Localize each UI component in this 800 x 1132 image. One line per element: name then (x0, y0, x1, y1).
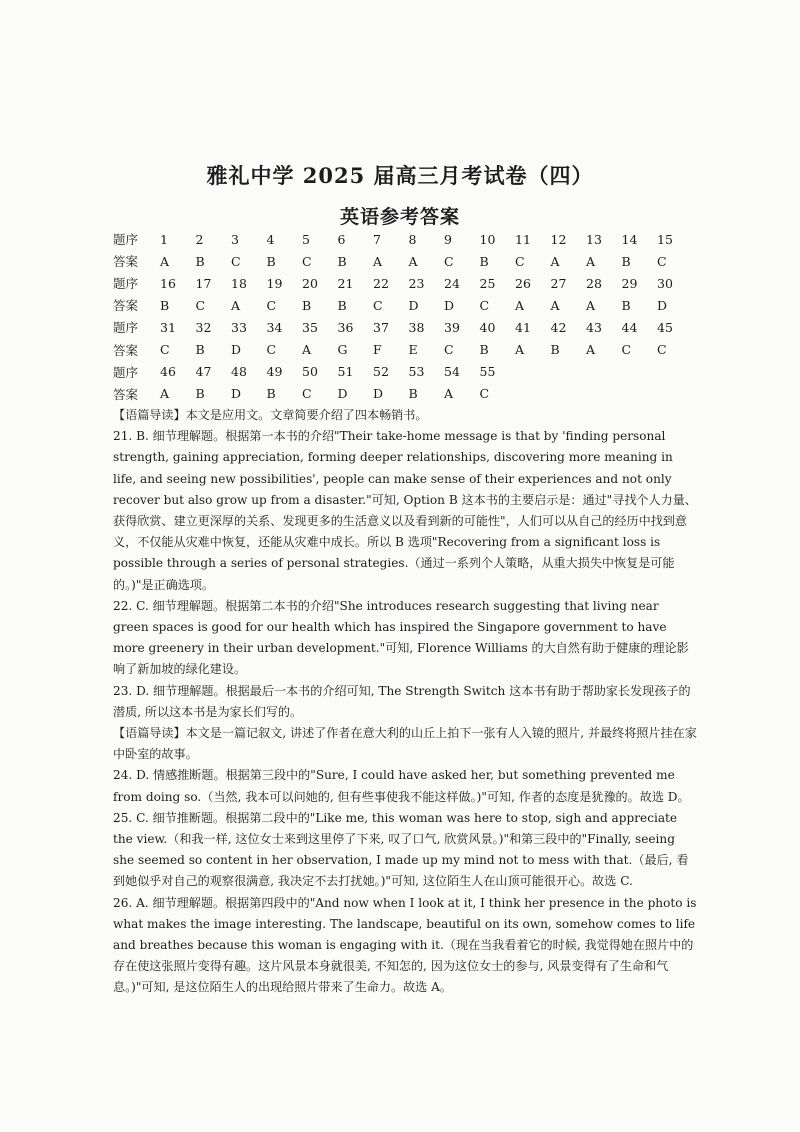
explanation-q22: 22. C. 细节理解题。根据第二本书的介绍"She introduces research suggesting that living near green spaces is good for our health which has inspired the Singapore government to have more greenery in their urban development."可知, Florence Williams 的大自然有助于健康的理论影响了新加坡的绿化建设。 (113, 598, 689, 677)
table-cell: 4 (266, 231, 275, 247)
table-cell: 49 (266, 364, 283, 380)
table-cell: A (231, 297, 241, 313)
table-cell: 24 (444, 275, 460, 291)
table-cell: C (621, 342, 632, 358)
table-cell (657, 383, 693, 405)
table-cell (586, 383, 622, 405)
page-title: 雅礼中学 2025 届高三月考试卷（四） (206, 163, 594, 188)
table-cell: F (373, 342, 382, 358)
table-cell: B (337, 297, 347, 313)
table-cell: C (231, 253, 241, 269)
table-cell: 48 (231, 364, 247, 380)
table-cell: 38 (408, 319, 425, 335)
explanations (113, 405, 697, 999)
table-cell: 46 (160, 364, 176, 380)
table-cell: 43 (586, 319, 602, 335)
explanation-q24: 24. D. 情感推断题。根据第三段中的"Sure, I could have asked her, but something prevented me from doing so.（当然, 我本可以问她的, 但有些事使我不能这样做。)"可知, 作者的态度是犹豫的。故选 D。 (113, 768, 690, 804)
table-cell: 31 (160, 319, 176, 335)
table-cell: D (373, 386, 384, 402)
answer-table-row (113, 316, 693, 338)
row-label: 题序 (113, 364, 139, 380)
explanation-q26: 26. A. 细节理解题。根据第四段中的"And now when I look at it, I think her presence in the photo is what makes the image interesting. The landscape, beautiful on its own, somehow comes to life and breathes because this woman is engaging with it.（现在当我看着它的时候, 我觉得她在照片中的存在使这张照片变得有趣。这片风景本身就很美, 不知怎的, 因为这位女士的参与, 风景变得有了生命和气息。)"可知, 是这位陌生人的出现给照片带来了生命力。故选 A。 (113, 895, 697, 995)
table-cell: 52 (373, 364, 389, 380)
table-cell: 2 (195, 231, 204, 247)
table-cell: C (657, 342, 667, 358)
table-cell: B (266, 253, 276, 269)
table-cell: D (231, 342, 242, 358)
table-cell: 28 (586, 275, 602, 291)
table-cell: C (373, 297, 383, 313)
table-cell: C (444, 342, 454, 358)
row-label: 答案 (113, 386, 139, 402)
table-cell: 44 (621, 319, 638, 335)
table-cell: A (373, 253, 383, 269)
answer-key-table (113, 228, 693, 405)
table-cell: 7 (373, 231, 381, 247)
row-label: 答案 (113, 254, 139, 270)
table-cell: A (160, 386, 170, 402)
table-cell: C (302, 253, 312, 269)
table-cell: 12 (550, 231, 567, 247)
table-cell: G (337, 342, 348, 358)
table-cell (551, 361, 587, 383)
table-cell: 22 (373, 275, 389, 291)
table-cell: A (586, 297, 596, 313)
table-cell: 5 (302, 231, 310, 247)
table-cell: A (160, 253, 170, 269)
answer-table-row (113, 383, 693, 405)
table-cell: 29 (621, 275, 638, 291)
table-cell: C (444, 253, 454, 269)
table-cell: 14 (621, 231, 638, 247)
table-cell: 21 (337, 275, 354, 291)
table-cell: 37 (373, 319, 389, 335)
table-cell: A (302, 342, 312, 358)
table-cell: C (657, 253, 667, 269)
table-cell: 51 (337, 364, 354, 380)
table-cell: 35 (302, 319, 318, 335)
table-cell: A (515, 297, 525, 313)
table-cell (622, 361, 658, 383)
table-cell: 53 (408, 364, 425, 380)
table-cell: D (337, 386, 348, 402)
table-cell: C (302, 386, 312, 402)
table-cell: A (550, 253, 560, 269)
table-cell: C (266, 342, 277, 358)
table-cell (551, 383, 587, 405)
table-cell: C (479, 297, 490, 313)
answer-table-row (113, 250, 693, 272)
reading-guide-2: 【语篇导读】本文是一篇记叙文, 讲述了作者在意大利的山丘上拍下一张有人入镜的照片, 并最终将照片挂在家中卧室的故事。 (113, 726, 697, 762)
table-cell: 54 (444, 364, 460, 380)
table-cell: C (515, 253, 525, 269)
table-cell: 25 (479, 275, 496, 291)
answer-table-row (113, 228, 693, 250)
table-cell: C (195, 297, 206, 313)
table-cell: A (586, 342, 596, 358)
table-cell: C (479, 386, 490, 402)
table-cell: 50 (302, 364, 318, 380)
table-cell: 1 (160, 231, 168, 247)
table-cell: A (550, 297, 560, 313)
table-cell: D (408, 297, 419, 313)
row-label: 题序 (113, 276, 139, 292)
table-cell: 40 (479, 319, 496, 335)
table-cell (657, 361, 693, 383)
table-cell: B (479, 342, 489, 358)
answer-table-row (113, 272, 693, 294)
table-cell: B (195, 253, 205, 269)
table-cell: B (195, 386, 205, 402)
page-subtitle: 英语参考答案 (339, 206, 460, 228)
table-cell: 41 (515, 319, 531, 335)
table-cell (515, 361, 551, 383)
table-cell: 10 (479, 231, 496, 247)
table-cell: 36 (337, 319, 354, 335)
table-cell: 3 (231, 231, 239, 247)
reading-guide-1: 【语篇导读】本文是应用文。文章简要介绍了四本畅销书。 (113, 408, 428, 422)
table-cell: A (408, 253, 418, 269)
table-cell: C (266, 297, 277, 313)
table-cell: B (550, 342, 560, 358)
explanation-q23: 23. D. 细节理解题。根据最后一本书的介绍可知, The Strength Switch 这本书有助于帮助家长发现孩子的潜质, 所以这本书是为家长们写的。 (113, 683, 691, 719)
table-cell: 15 (657, 231, 673, 247)
table-cell: B (621, 297, 631, 313)
table-cell: B (337, 253, 347, 269)
table-cell: 39 (444, 319, 460, 335)
table-cell (586, 361, 622, 383)
explanation-q21: 21. B. 细节理解题。根据第一本书的介绍"Their take-home message is that by 'finding personal strength, gaining appreciation, forming deeper relationships, discovering more meaning in life, and seeing new possibilities', people can make sense of their experiences and not only recover but also grow up from a disaster."可知, Option B 这本书的主要启示是：通过"寻找个人力量、获得欣赏、建立更深厚的关系、发现更多的生活意义以及看到新的可能性"，人们可以从自己的经历中找到意义，不仅能从灾难中恢复，还能从灾难中成长。所以 B 选项"Recovering from a significant loss is possible through a series of personal strategies.（通过一系列个人策略，从重大损失中恢复是可能的。)"是正确选项。 (113, 429, 697, 592)
table-cell: E (408, 342, 418, 358)
table-cell: 18 (231, 275, 247, 291)
table-cell: D (231, 386, 242, 402)
table-cell: A (586, 253, 596, 269)
table-cell: B (479, 253, 489, 269)
answer-table-row (113, 361, 693, 383)
row-label: 答案 (113, 342, 139, 358)
table-cell (622, 383, 658, 405)
table-cell: D (657, 297, 668, 313)
table-cell: 26 (515, 275, 531, 291)
table-cell: 33 (231, 319, 247, 335)
table-cell: B (302, 297, 312, 313)
table-cell: 45 (657, 319, 673, 335)
table-cell: B (621, 253, 631, 269)
table-cell: 32 (195, 319, 212, 335)
table-cell: C (160, 342, 170, 358)
answer-table-row (113, 294, 693, 316)
table-cell: B (266, 386, 276, 402)
table-cell: 42 (550, 319, 567, 335)
table-cell: B (408, 386, 418, 402)
explanation-q25: 25. C. 细节推断题。根据第二段中的"Like me, this woman was here to stop, sigh and appreciate the view.（和我一样, 这位女士来到这里停了下来, 叹了口气, 欣赏风景。)"和第三段中的"Finally, seeing she seemed so content in her observation, I made up my mind not to mess with that.（最后, 看到她似乎对自己的观察很满意, 我决定不去打扰她。)"可知, 这位陌生人在山顶可能很开心。故选 C. (113, 810, 689, 889)
row-label: 题序 (113, 320, 139, 336)
table-cell (515, 383, 551, 405)
table-cell: 13 (586, 231, 602, 247)
table-cell: 16 (160, 275, 176, 291)
table-cell: 19 (266, 275, 283, 291)
table-cell: 47 (195, 364, 212, 380)
row-label: 题序 (113, 232, 139, 248)
table-cell: 6 (337, 231, 346, 247)
table-cell: 17 (195, 275, 212, 291)
table-cell: D (444, 297, 455, 313)
table-cell: 23 (408, 275, 425, 291)
table-cell: 34 (266, 319, 283, 335)
table-cell: 30 (657, 275, 673, 291)
table-cell: 9 (444, 231, 452, 247)
table-cell: A (515, 342, 525, 358)
table-cell: 20 (302, 275, 318, 291)
table-cell: A (444, 386, 454, 402)
table-cell: 55 (479, 364, 496, 380)
table-cell: B (160, 297, 170, 313)
table-cell: 8 (408, 231, 417, 247)
table-cell: 11 (515, 231, 531, 247)
answer-table-row (113, 338, 693, 360)
table-cell: B (195, 342, 205, 358)
table-cell: 27 (550, 275, 567, 291)
row-label: 答案 (113, 298, 139, 314)
